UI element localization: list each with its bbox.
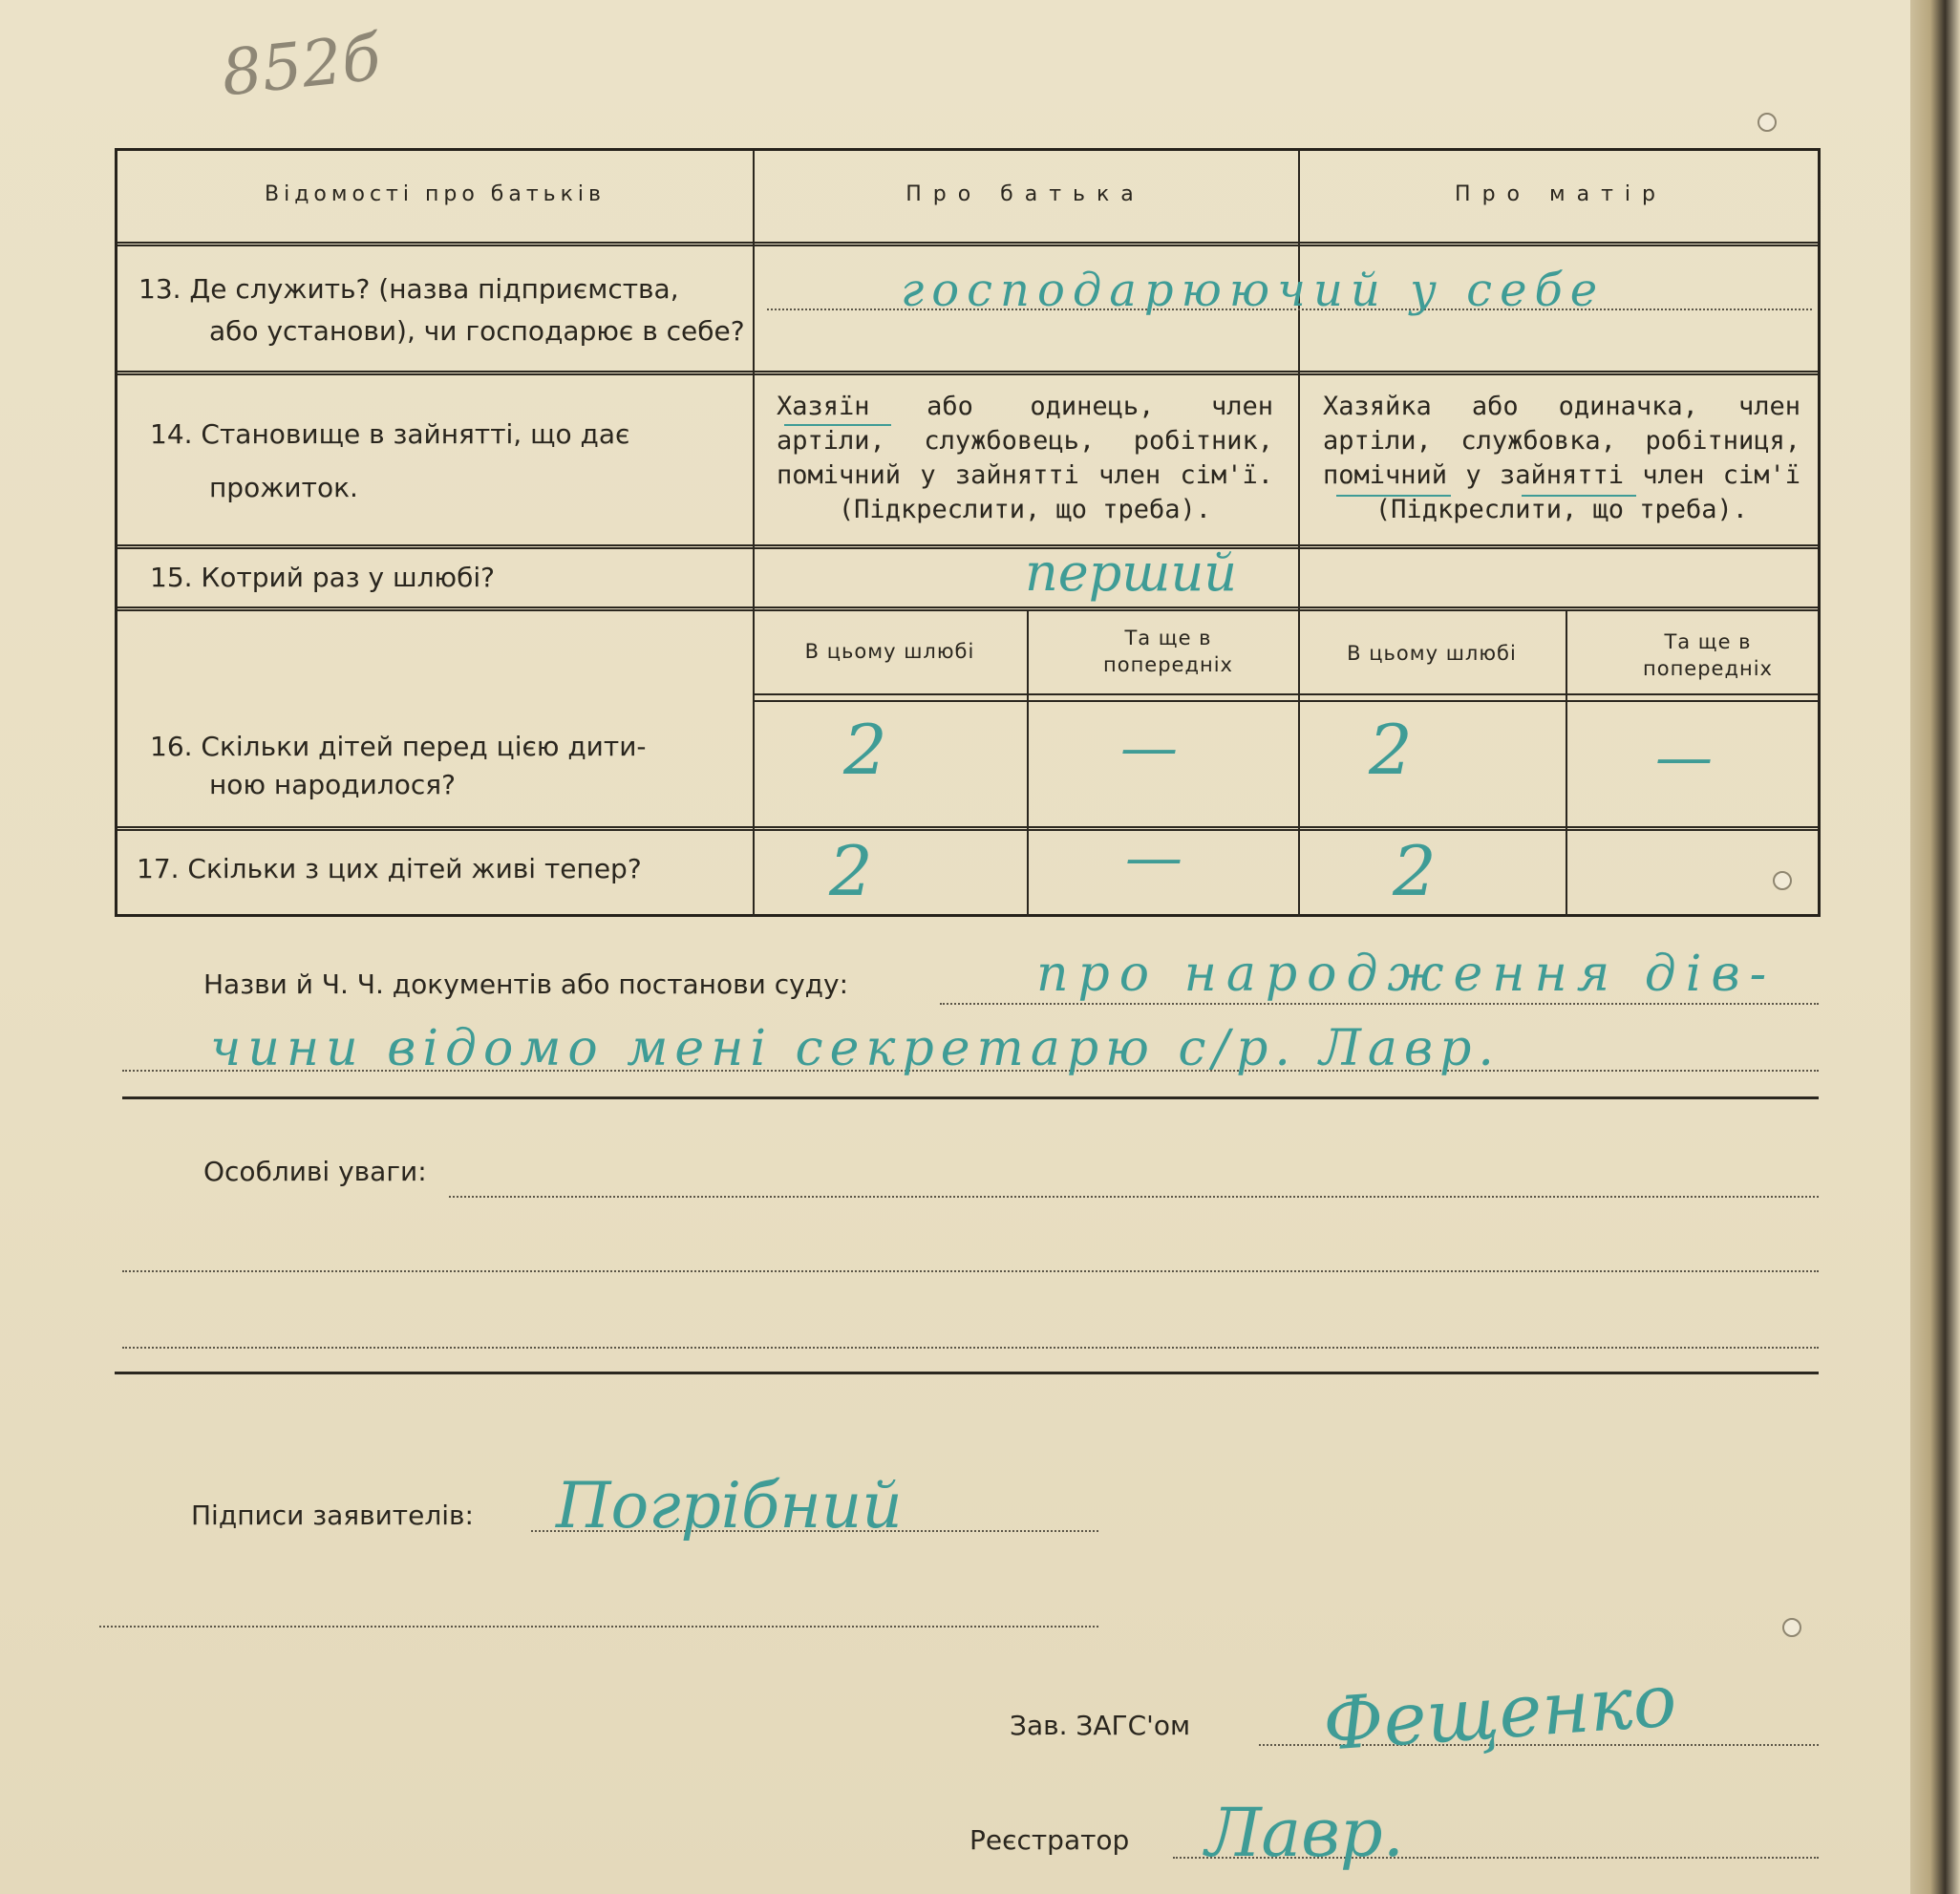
applicants-label: Підписи заявителів: [191, 1500, 474, 1531]
q15-label: 15. Котрий раз у шлюбі? [150, 562, 496, 593]
parents-info-table [115, 148, 1821, 917]
q14-mother-options-text: Хазяйка або одиначка, член артіли, службовка, робітниця, помічний у зайнятті член сім'ї (Підкреслити, що треба). [1323, 392, 1800, 524]
q16-col-father-this: В цьому шлюбі [804, 640, 975, 663]
remarks-label: Особливі уваги: [203, 1156, 427, 1187]
q17-father-previous: — [1125, 824, 1182, 891]
q14-label-line1: 14. Становище в зайнятті, що дає [150, 418, 630, 450]
page-edge [1910, 0, 1960, 1894]
documents-label: Назви й Ч. Ч. документів або постанови суду: [203, 968, 849, 1000]
q14-label-line2: прожиток. [209, 472, 358, 503]
documents-value-line1: про народження дів- [1036, 946, 1777, 1003]
q16-col-mother-previous: Та ще в попередніх [1643, 630, 1773, 680]
q16-col-father-previous: Та ще в попередніх [1103, 627, 1233, 676]
header-about-mother: Про матір [1455, 182, 1667, 206]
documents-value-line2: чини відомо мені секретарю с/р. Лавр. [210, 1020, 1501, 1077]
q16-mother-this: 2 [1369, 710, 1413, 790]
q13-label-line1: 13. Де служить? (назва підприємства, [138, 273, 679, 305]
q17-father-this: 2 [829, 831, 873, 911]
q16-label-line2: ною народилося? [209, 769, 456, 800]
q16-mother-previous: — [1655, 724, 1713, 791]
zags-head-signature: Фещенко [1320, 1657, 1679, 1767]
header-about-father: Про батька [905, 182, 1145, 206]
q17-label: 17. Скільки з цих дітей живі тепер? [137, 853, 642, 884]
registrar-label: Реєстратор [969, 1824, 1130, 1856]
q16-col-mother-this: В цьому шлюбі [1347, 642, 1517, 665]
mother-underline-mark [1522, 495, 1636, 497]
father-underline-mark [784, 424, 891, 426]
punch-hole [1782, 1618, 1801, 1637]
punch-hole [1758, 113, 1777, 132]
archive-number: 852б [218, 20, 384, 111]
q13-label-line2: або установи), чи господарює в себе? [209, 315, 745, 347]
q17-mother-this: 2 [1393, 831, 1437, 911]
q14-father-options [777, 390, 1273, 527]
applicants-signature: Погрібний [556, 1469, 903, 1543]
q16-father-this: 2 [843, 710, 887, 790]
zags-head-label: Зав. ЗАГС'ом [1010, 1710, 1191, 1741]
q13-answer: господарюючий у себе [901, 264, 1606, 317]
mother-underline-mark [1336, 495, 1451, 497]
q14-father-options-text: Хазяїн або одинець, член артіли, службовець, робітник, помічний у зайнятті член сім'ї. (Підкреслити, що треба). [777, 392, 1273, 524]
q16-label-line1: 16. Скільки дітей перед цією дити- [150, 731, 647, 762]
header-parents-info: Відомості про батьків [265, 182, 606, 206]
registrar-signature: Лавр. [1205, 1794, 1404, 1872]
q15-answer: перший [1025, 543, 1238, 603]
q14-mother-options [1323, 390, 1800, 527]
q16-father-previous: — [1120, 714, 1178, 781]
